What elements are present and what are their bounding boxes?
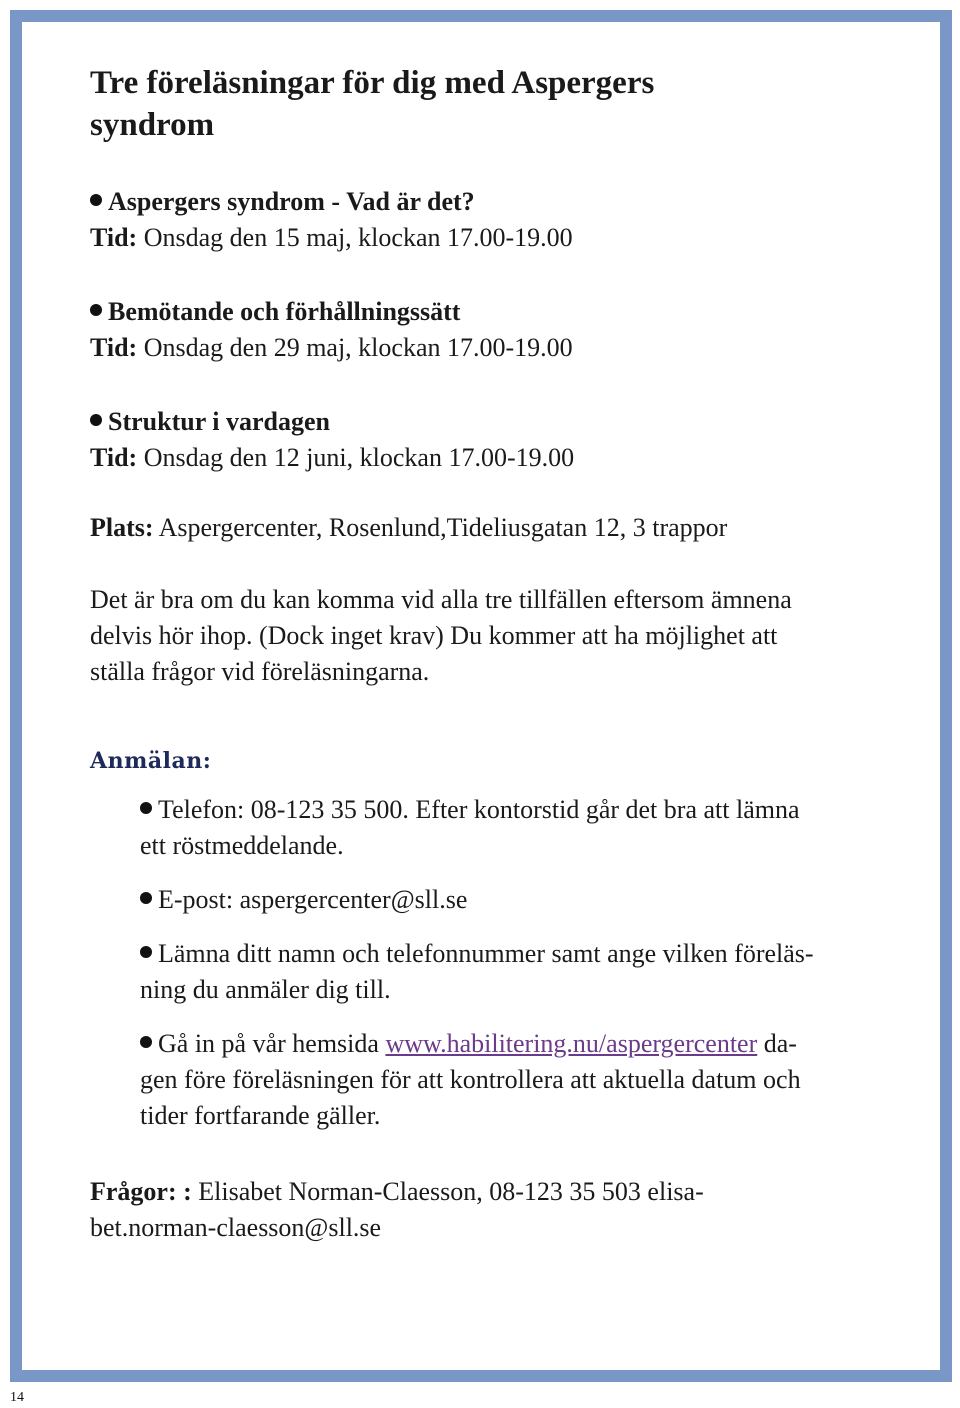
session-heading: Bemötande och förhållningssätt	[108, 297, 461, 326]
document-title-line-2: syndrom	[90, 107, 215, 143]
website-text-cont: tider fortfarande gäller.	[140, 1101, 381, 1130]
session-heading: Aspergers syndrom - Vad är det?	[108, 187, 475, 216]
session-1	[90, 184, 900, 256]
bullet-icon	[90, 414, 102, 426]
bullet-icon	[140, 892, 152, 904]
phone-text-cont: ett röstmeddelande.	[140, 831, 344, 860]
venue-label: Plats:	[90, 513, 154, 542]
document-content	[90, 62, 900, 1246]
instructions-text: Lämna ditt namn och telefonnummer samt ange vilken föreläs-	[158, 939, 814, 968]
registration-email	[140, 882, 900, 918]
registration-instructions	[140, 936, 900, 1008]
bullet-icon	[90, 304, 102, 316]
page-number: 14	[10, 1390, 24, 1405]
session-3	[90, 404, 900, 476]
registration-heading: Anmälan:	[90, 748, 212, 774]
session-heading: Struktur i vardagen	[108, 407, 330, 436]
document-title-line-1: Tre föreläsningar för dig med Aspergers	[90, 65, 655, 101]
questions-value-cont: bet.norman-claesson@sll.se	[90, 1213, 382, 1242]
questions-contact	[90, 1174, 900, 1246]
registration-website	[140, 1026, 900, 1134]
website-suffix: da-	[757, 1029, 797, 1058]
questions-value: Elisabet Norman-Claesson, 08-123 35 503 elisa-	[191, 1177, 704, 1206]
venue-value: Aspergercenter, Rosenlund,Tideliusgatan 12, 3 trappor	[153, 513, 728, 542]
registration-list	[140, 792, 900, 1134]
bullet-icon	[90, 194, 102, 206]
paragraph-line: ställa frågor vid föreläsningarna.	[90, 657, 430, 686]
time-value: Onsdag den 29 maj, klockan 17.00-19.00	[137, 333, 573, 362]
bullet-icon	[140, 946, 152, 958]
website-text-cont: gen före föreläsningen för att kontrollera att aktuella datum och	[140, 1065, 801, 1094]
time-label: Tid:	[90, 443, 138, 472]
time-label: Tid:	[90, 223, 138, 252]
registration-phone	[140, 792, 900, 864]
time-label: Tid:	[90, 333, 138, 362]
instructions-text-cont: ning du anmäler dig till.	[140, 975, 391, 1004]
page-border-frame	[10, 10, 952, 1382]
time-value: Onsdag den 12 juni, klockan 17.00-19.00	[137, 443, 575, 472]
website-link[interactable]: www.habilitering.nu/aspergercenter	[385, 1029, 758, 1058]
paragraph-line: Det är bra om du kan komma vid alla tre tillfällen eftersom ämnena	[90, 585, 792, 614]
info-paragraph	[90, 582, 900, 690]
time-value: Onsdag den 15 maj, klockan 17.00-19.00	[137, 223, 573, 252]
paragraph-line: delvis hör ihop. (Dock inget krav) Du kommer att ha möjlighet att	[90, 621, 778, 650]
website-prefix: Gå in på vår hemsida	[158, 1029, 386, 1058]
venue	[90, 510, 900, 546]
bullet-icon	[140, 802, 152, 814]
email-text: E-post: aspergercenter@sll.se	[158, 885, 468, 914]
bullet-icon	[140, 1036, 152, 1048]
questions-label: Frågor: :	[90, 1177, 192, 1206]
session-2	[90, 294, 900, 366]
phone-text: Telefon: 08-123 35 500. Efter kontorstid går det bra att lämna	[158, 795, 800, 824]
